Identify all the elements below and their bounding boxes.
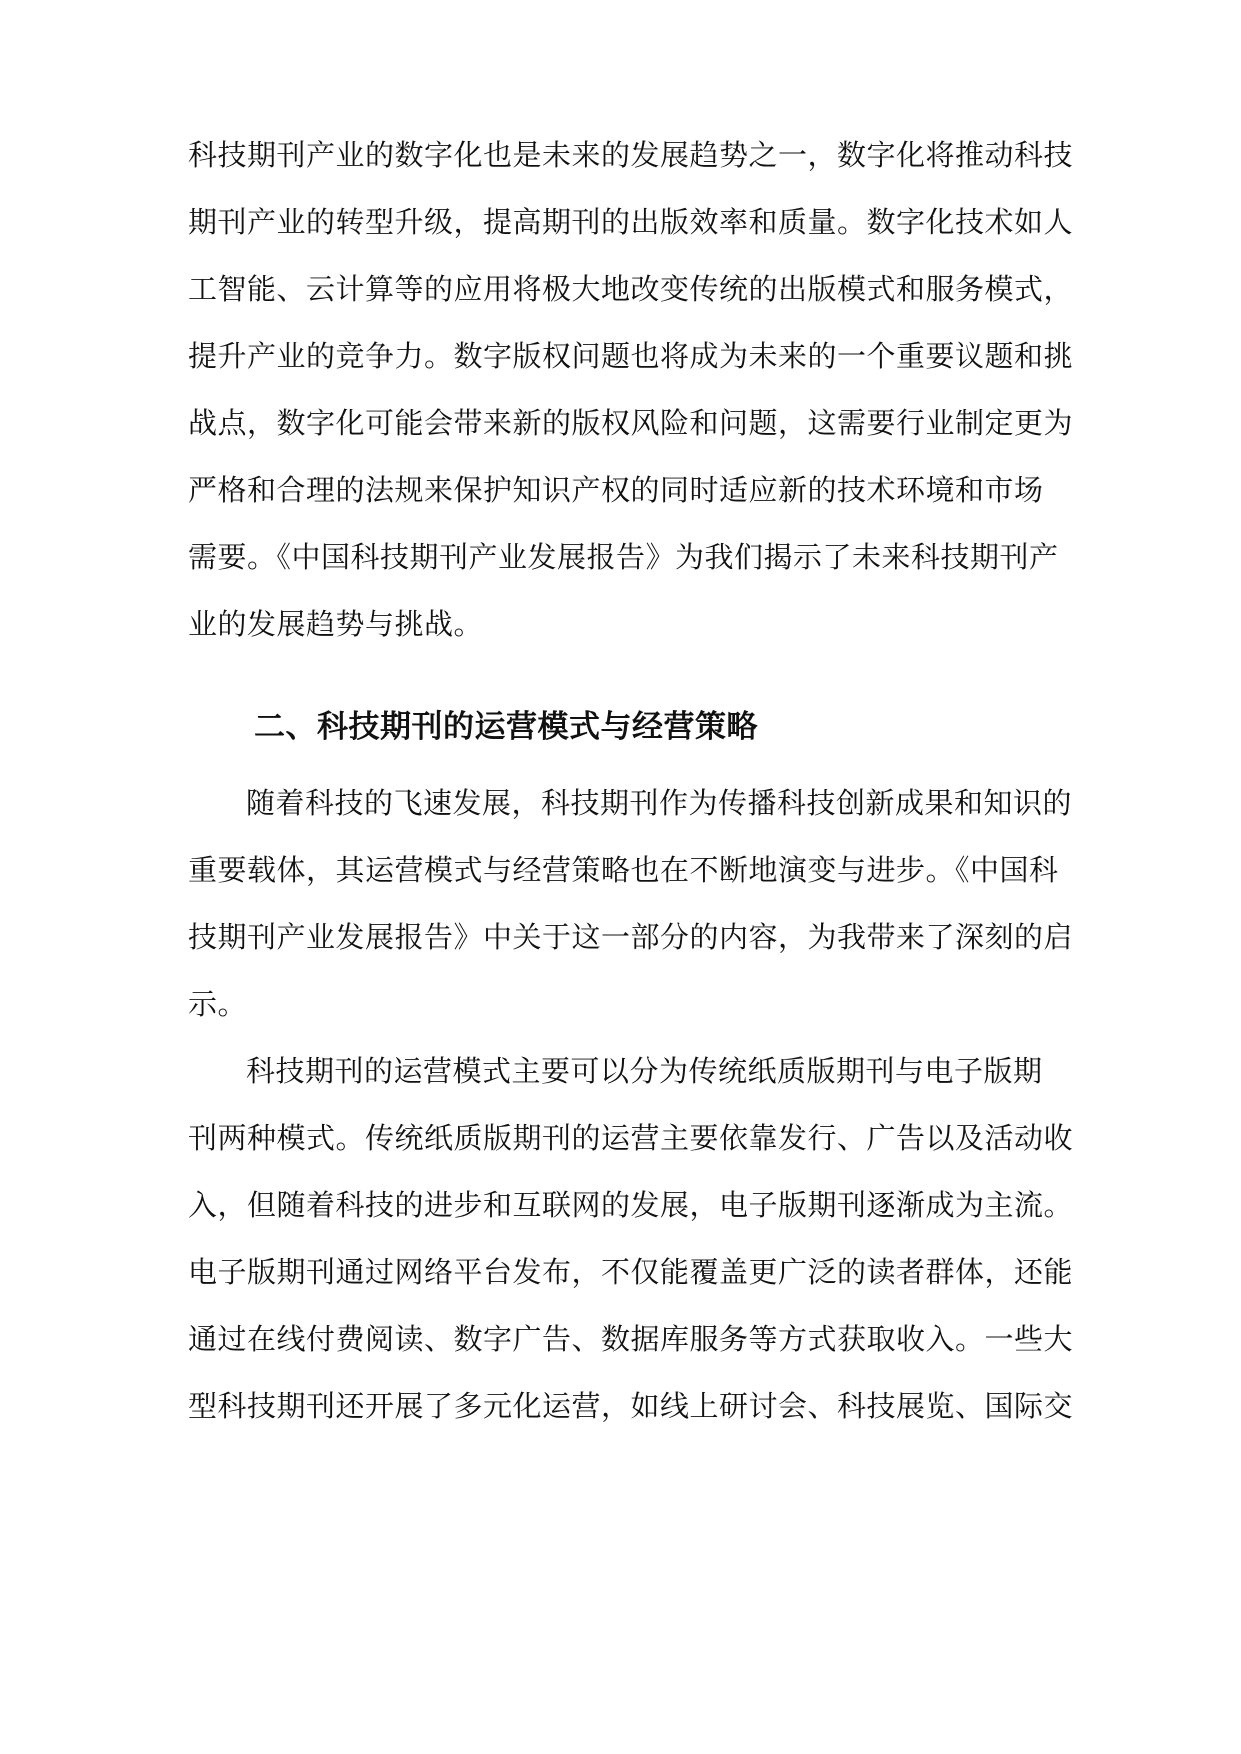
paragraph-3-line-6: 型科技期刊还开展了多元化运营，如线上研讨会、科技展览、国际交	[188, 1389, 1074, 1423]
paragraph-3-line-3: 入，但随着科技的进步和互联网的发展，电子版期刊逐渐成为主流。	[188, 1188, 1074, 1222]
paragraph-3-line-1: 科技期刊的运营模式主要可以分为传统纸质版期刊与电子版期	[246, 1054, 1043, 1088]
paragraph-3-line-4: 电子版期刊通过网络平台发布，不仅能覆盖更广泛的读者群体，还能	[188, 1255, 1074, 1289]
paragraph-3-line-5: 通过在线付费阅读、数字广告、数据库服务等方式获取收入。一些大	[188, 1322, 1074, 1356]
paragraph-2-line-2: 重要载体，其运营模式与经营策略也在不断地演变与进步。《中国科	[188, 853, 1059, 887]
paragraph-1-line-2: 期刊产业的转型升级，提高期刊的出版效率和质量。数字化技术如人	[188, 205, 1074, 239]
paragraph-2-line-1: 随着科技的飞速发展，科技期刊作为传播科技创新成果和知识的	[246, 786, 1073, 820]
paragraph-1-line-4: 提升产业的竞争力。数字版权问题也将成为未来的一个重要议题和挑	[188, 339, 1074, 373]
paragraph-2-line-4: 示。	[188, 987, 248, 1021]
paragraph-1-line-7: 需要。《中国科技期刊产业发展报告》为我们揭示了未来科技期刊产	[188, 540, 1059, 574]
paragraph-1-line-8: 业的发展趋势与挑战。	[188, 607, 484, 641]
paragraph-1-line-5: 战点，数字化可能会带来新的版权风险和问题，这需要行业制定更为	[188, 406, 1074, 440]
paragraph-1-line-3: 工智能、云计算等的应用将极大地改变传统的出版模式和服务模式，	[188, 272, 1074, 306]
paragraph-1-line-6: 严格和合理的法规来保护知识产权的同时适应新的技术环境和市场	[188, 473, 1044, 507]
paragraph-2-line-3: 技期刊产业发展报告》中关于这一部分的内容，为我带来了深刻的启	[188, 920, 1074, 954]
paragraph-1-line-1: 科技期刊产业的数字化也是未来的发展趋势之一，数字化将推动科技	[188, 138, 1074, 172]
section-heading: 二、科技期刊的运营模式与经营策略	[254, 709, 758, 745]
paragraph-3-line-2: 刊两种模式。传统纸质版期刊的运营主要依靠发行、广告以及活动收	[188, 1121, 1074, 1155]
